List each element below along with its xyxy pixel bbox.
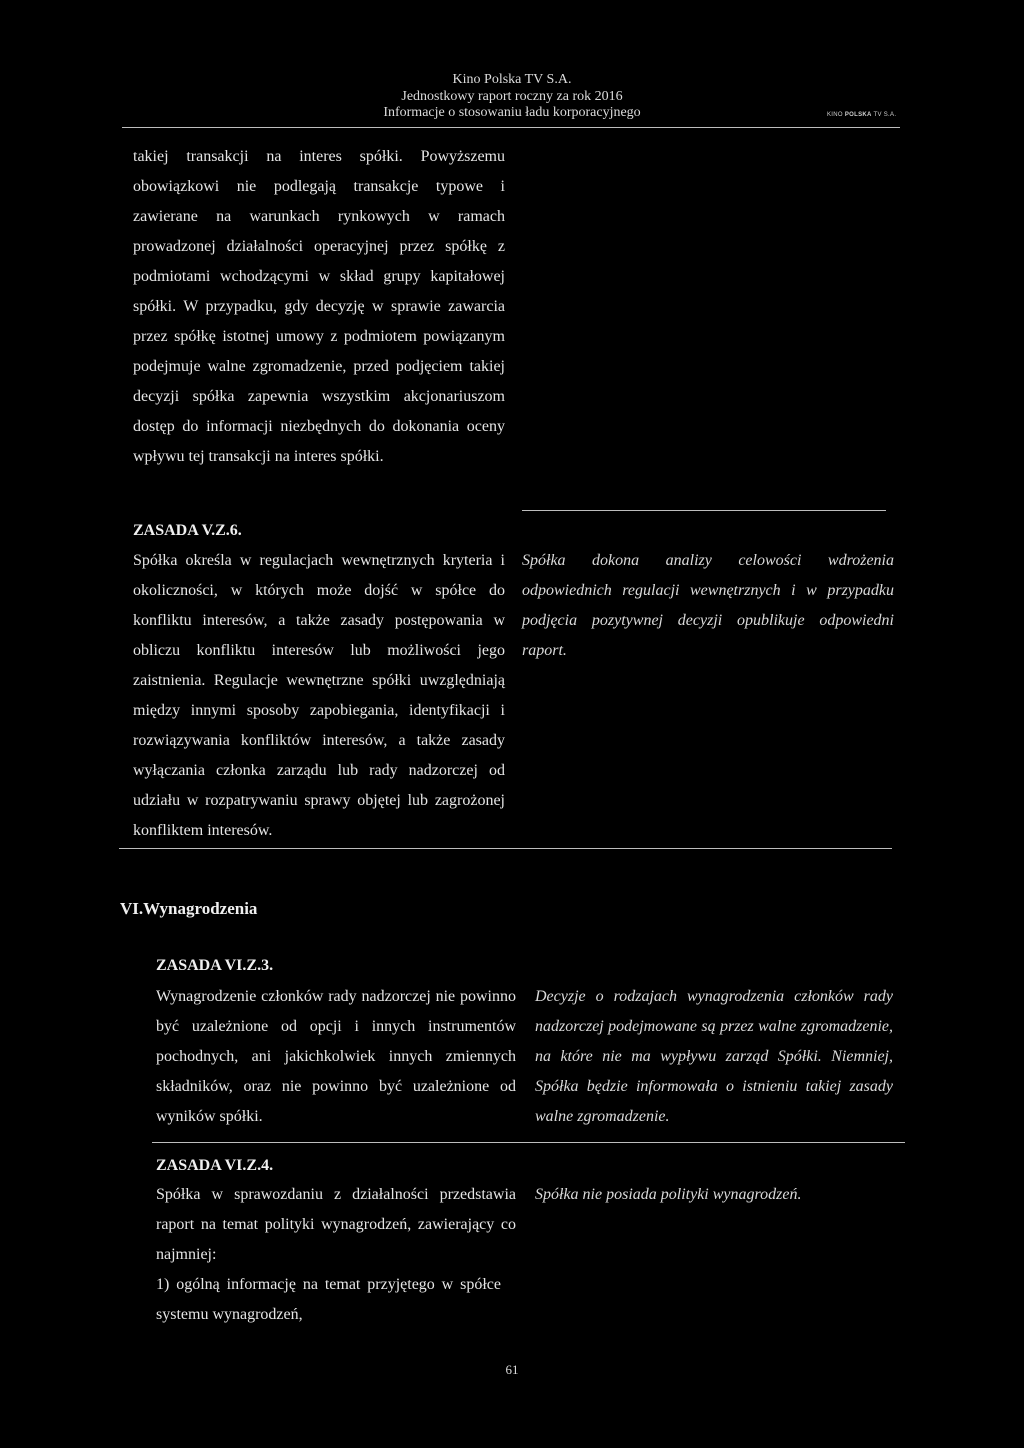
divider-right bbox=[522, 510, 886, 511]
section-title-vi: VI.Wynagrodzenia bbox=[120, 899, 258, 918]
divider-viz4 bbox=[152, 1142, 905, 1143]
principle-viz3-text: Wynagrodzenie członków rady nadzorczej nie powinno być uzależnione od opcji i innych instrumentów pochodnych, ani jakichkolwiek innych zmiennych składników, oraz nie powinno być uzależnione od wyników spółki. bbox=[156, 988, 516, 1125]
header-company: Kino Polska TV S.A. bbox=[452, 72, 572, 87]
principle-viz4-comment: Spółka nie posiada polityki wynagrodzeń. bbox=[535, 1186, 802, 1203]
continuation-paragraph: takiej transakcji na interes spółki. Powyższemu obowiązkowi nie podlegają transakcje typowe i zawierane na warunkach rynkowych w ramach prowadzonej działalności operacyjnej przez spółkę z podmiotami wchodzącymi w skład grupy kapitałowej spółki. W przypadku, gdy decyzję w sprawie zawarcia przez spółkę istotnej umowy z podmiotem powiązanym podejmuje walne zgromadzenie, przed podjęciem takiej decyzji spółka zapewnia wszystkim akcjonariuszom dostęp do informacji niezbędnych do dokonania oceny wpływu tej transakcji na interes spółki. bbox=[133, 148, 505, 465]
company-logo: KINO POLSKA TV S.A. bbox=[827, 112, 897, 118]
principle-heading-viz3: ZASADA VI.Z.3. bbox=[156, 957, 274, 974]
principle-vz6-comment: Spółka dokona analizy celowości wdrożenia odpowiednich regulacji wewnętrznych i w przypadku podjęcia pozytywnej decyzji opublikuje odpowiedni raport. bbox=[522, 552, 894, 659]
principle-heading-viz4: ZASADA VI.Z.4. bbox=[156, 1157, 274, 1174]
header-section: Informacje o stosowaniu ładu korporacyjnego bbox=[383, 105, 641, 120]
principle-viz4-item-1: 1) ogólną informację na temat przyjętego w spółce systemu wynagrodzeń, bbox=[156, 1276, 501, 1323]
header-report-title: Jednostkowy raport roczny za rok 2016 bbox=[401, 89, 623, 104]
principle-viz3-comment: Decyzje o rodzajach wynagrodzenia członków rady nadzorczej podejmowane są przez walne zgromadzenie, na które nie ma wypływu zarząd Spółki. Niemniej, Spółka będzie informowała o istnieniu takiej zasady walne zgromadzenie. bbox=[535, 988, 893, 1125]
principle-heading-vz6: ZASADA V.Z.6. bbox=[133, 522, 242, 539]
principle-viz4-intro: Spółka w sprawozdaniu z działalności przedstawia raport na temat polityki wynagrodzeń, zawierający co najmniej: bbox=[156, 1186, 516, 1263]
divider-section bbox=[119, 848, 892, 849]
principle-vz6-text: Spółka określa w regulacjach wewnętrznych kryteria i okoliczności, w których może dojść w spółce do konfliktu interesów, a także zasady postępowania w obliczu konfliktu interesów lub możliwości jego zaistnienia. Regulacje wewnętrzne spółki uwzględniają między innymi sposoby zapobiegania, identyfikacji i rozwiązywania konfliktów interesów, a także zasady wyłączania członka zarządu lub rady nadzorczej od udziału w rozpatrywaniu sprawy objętej lub zagrożonej konfliktem interesów. bbox=[133, 552, 505, 839]
page-number: 61 bbox=[505, 1362, 519, 1377]
header-divider bbox=[122, 127, 900, 128]
